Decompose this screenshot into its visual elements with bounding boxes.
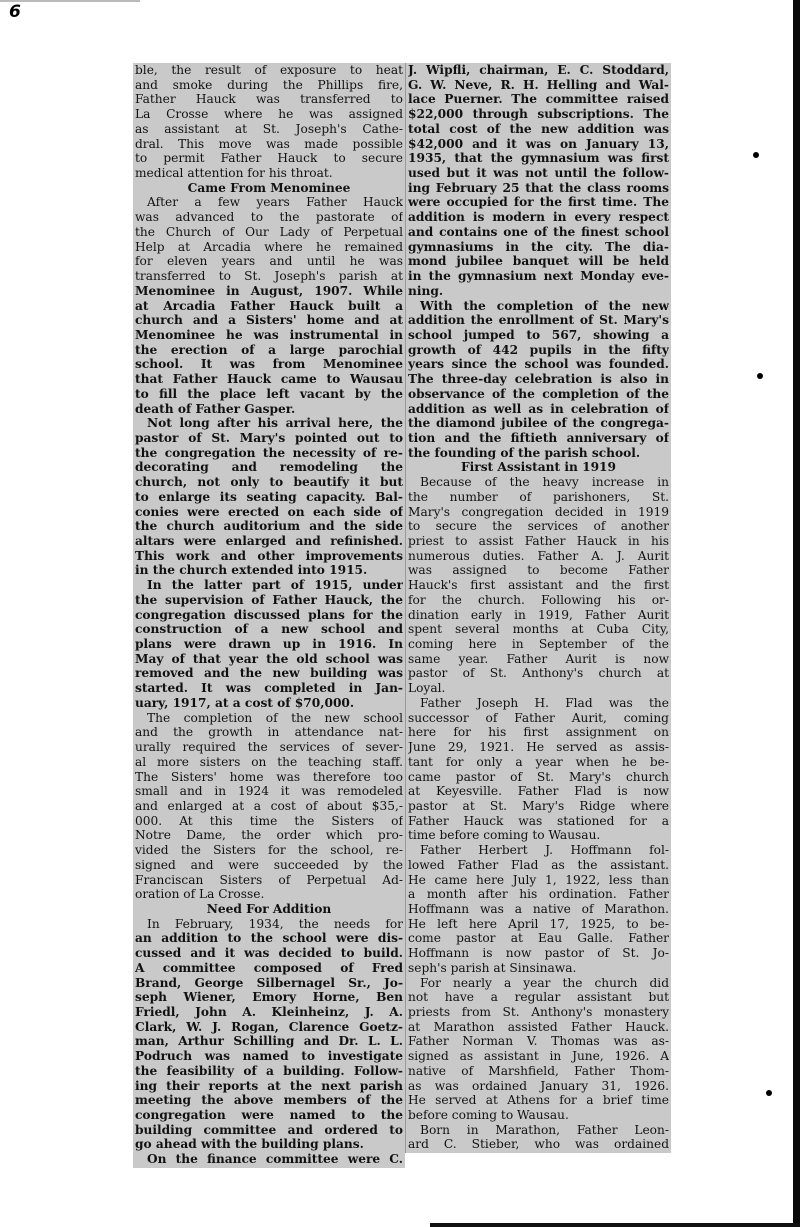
text-line: and the growth in attendance nat- xyxy=(135,725,403,740)
text-line: This work and other improvements xyxy=(135,548,403,563)
text-line: Menominee in August, 1907. While xyxy=(135,283,403,298)
text-line: Father Herbert J. Hoffmann fol- xyxy=(420,843,669,858)
text-line: the church auditorium and the side xyxy=(135,519,403,534)
text-line: in the gymnasium next Monday eve- xyxy=(408,269,669,284)
text-line: lace Puerner. The committee raised xyxy=(408,92,669,107)
text-line: uary, 1917, at a cost of $70,000. xyxy=(135,695,355,710)
text-line: G. W. Neve, R. H. Helling and Wal- xyxy=(408,77,669,92)
text-line: total cost of the new addition was xyxy=(408,121,669,136)
text-line: In February, 1934, the needs for xyxy=(147,916,403,931)
text-line: here for his first assignment on xyxy=(408,725,669,740)
text-line: as was ordained January 31, 1926. xyxy=(408,1078,669,1093)
text-line: a month after his ordination. Father xyxy=(408,887,669,902)
text-line: at Arcadia Father Hauck built a xyxy=(135,298,403,313)
text-line: man, Arthur Schilling and Dr. L. L. xyxy=(135,1034,403,1049)
text-line: to secure the services of another xyxy=(408,519,669,534)
text-line: seph Wiener, Emory Horne, Ben xyxy=(135,990,403,1005)
text-line: numerous duties. Father A. J. Aurit xyxy=(408,548,669,563)
text-line: The Sisters' home was therefore too xyxy=(135,769,403,784)
text-line: Clark, W. J. Rogan, Clarence Goetz- xyxy=(135,1019,403,1034)
section-heading: Came From Menominee xyxy=(187,180,351,195)
text-line: observance of the completion of the xyxy=(408,386,669,401)
text-line: Notre Dame, the order which pro- xyxy=(135,828,403,843)
text-line: and contains one of the finest school xyxy=(408,224,669,239)
text-line: at Keyesville. Father Flad is now xyxy=(408,784,669,799)
text-line: to fill the place left vacant by the xyxy=(135,386,403,401)
text-line: Hauck's first assistant and the first xyxy=(408,578,669,593)
text-line: building committee and ordered to xyxy=(135,1122,403,1137)
text-line: the founding of the parish school. xyxy=(408,445,641,460)
text-line: used but it was not until the follow- xyxy=(408,166,669,181)
text-line: priest to assist Father Hauck in his xyxy=(408,534,669,548)
text-line: in the church extended into 1915. xyxy=(135,563,368,578)
text-line: addition is modern in every respect xyxy=(408,210,669,225)
text-line: death of Father Gasper. xyxy=(135,401,296,416)
text-line: conies were erected on each side of xyxy=(135,504,403,519)
text-line: addition as well as in celebration of xyxy=(408,401,669,416)
text-line: spent several months at Cuba City, xyxy=(408,622,669,637)
text-line: 1935, that the gymnasium was first xyxy=(408,151,669,166)
text-line: plans were drawn up in 1916. In xyxy=(135,637,403,652)
text-line: coming here in September of the xyxy=(408,637,669,652)
text-line: construction of a new school and xyxy=(135,622,403,637)
text-line: the feasibility of a building. Follow- xyxy=(135,1063,403,1078)
text-line: ble, the result of exposure to heat xyxy=(135,63,403,77)
text-line: gymnasiums in the city. The dia- xyxy=(408,239,669,254)
text-line: as assistant at St. Joseph's Cathe- xyxy=(135,121,403,136)
text-line: removed and the new building was xyxy=(135,666,403,681)
text-line: church and a Sisters' home and at xyxy=(135,313,403,328)
article-column-2 xyxy=(405,63,671,1153)
text-line: Loyal. xyxy=(408,681,446,696)
text-line: Because of the heavy increase in xyxy=(420,475,669,490)
section-heading: Need For Addition xyxy=(206,901,332,916)
text-line: oration of La Crosse. xyxy=(135,887,265,902)
text-line: came pastor of St. Mary's church xyxy=(408,769,669,784)
text-line: Friedl, John A. Kleinheinz, J. A. xyxy=(135,1005,403,1019)
text-line: vided the Sisters for the school, re- xyxy=(135,843,403,858)
text-line: J. Wipfli, chairman, E. C. Stoddard, xyxy=(408,63,669,77)
text-line: church, not only to beautify it but xyxy=(135,475,403,490)
text-line: to enlarge its seating capacity. Bal- xyxy=(135,489,403,504)
text-line: started. It was completed in Jan- xyxy=(135,681,403,696)
text-line: After a few years Father Hauck xyxy=(147,195,403,210)
text-line: school. It was from Menominee xyxy=(135,357,403,372)
text-line: meeting the above members of the xyxy=(135,1093,403,1108)
text-line: dination early in 1919, Father Aurit xyxy=(408,607,669,622)
text-line: altars were enlarged and refinished. xyxy=(135,534,403,548)
text-line: signed and were succeeded by the xyxy=(135,857,403,872)
text-line: successor of Father Aurit, coming xyxy=(408,710,669,725)
text-line: Not long after his arrival here, the xyxy=(147,416,403,431)
text-line: ning. xyxy=(408,283,444,298)
text-line: al more sisters on the teaching staff. xyxy=(135,754,403,769)
text-line: ing February 25 that the class rooms xyxy=(408,180,669,195)
scan-speck xyxy=(753,152,759,158)
text-line: Born in Marathon, Father Leon- xyxy=(420,1122,669,1137)
text-line: urally required the services of sever- xyxy=(135,740,403,755)
text-line: The three-day celebration is also in xyxy=(408,372,669,387)
text-line: the number of parishoners, St. xyxy=(408,489,669,504)
text-line: go ahead with the building plans. xyxy=(135,1137,364,1152)
text-line: to permit Father Hauck to secure xyxy=(135,151,403,166)
text-line: the congregation the necessity of re- xyxy=(135,445,403,460)
text-line: cussed and it was decided to build. xyxy=(135,946,403,961)
text-line: La Crosse where he was assigned xyxy=(135,107,403,122)
text-line: dral. This move was made possible xyxy=(135,136,403,151)
text-line: was assigned to become Father xyxy=(408,563,669,578)
text-line: lowed Father Flad as the assistant. xyxy=(408,857,669,872)
text-line: before coming to Wausau. xyxy=(408,1108,569,1123)
text-line: Father Joseph H. Flad was the xyxy=(420,695,669,710)
text-line: On the finance committee were C. xyxy=(147,1152,403,1167)
text-line: He came here July 1, 1922, less than xyxy=(408,872,669,887)
scan-speck xyxy=(766,1090,772,1096)
text-line: $22,000 through subscriptions. The xyxy=(408,107,669,122)
scan-bottom-edge xyxy=(430,1223,800,1227)
text-line: Brand, George Silbernagel Sr., Jo- xyxy=(135,975,403,990)
text-line: Franciscan Sisters of Perpetual Ad- xyxy=(135,872,403,887)
text-line: He left here April 17, 1925, to be- xyxy=(408,916,669,931)
text-line: Help at Arcadia where he remained xyxy=(135,239,403,254)
text-line: For nearly a year the church did xyxy=(420,975,669,990)
scan-top-rule xyxy=(0,0,140,2)
scan-right-edge xyxy=(793,0,800,1227)
text-line: native of Marshfield, Father Thom- xyxy=(408,1063,669,1078)
text-line: Menominee he was instrumental in xyxy=(135,327,403,342)
text-line: May of that year the old school was xyxy=(135,651,403,666)
text-line: Mary's congregation decided in 1919 xyxy=(408,504,669,519)
text-line: the diamond jubilee of the congrega- xyxy=(408,416,669,431)
text-line: Father Hauck was stationed for a xyxy=(408,813,669,828)
text-line: small and in 1924 it was remodeled xyxy=(135,784,403,799)
text-line: transferred to St. Joseph's parish at xyxy=(135,269,403,284)
text-line: was advanced to the pastorate of xyxy=(135,210,403,225)
text-line: In the latter part of 1915, under xyxy=(147,578,403,593)
text-line: pastor of St. Mary's pointed out to xyxy=(135,430,403,445)
text-line: the supervision of Father Hauck, the xyxy=(135,592,403,607)
text-line: that Father Hauck came to Wausau xyxy=(135,372,403,387)
text-line: seph's parish at Sinsinawa. xyxy=(408,960,577,975)
text-line: signed as assistant in June, 1926. A xyxy=(408,1049,669,1064)
text-line: come pastor at Eau Galle. Father xyxy=(408,931,669,946)
text-line: priests from St. Anthony's monastery xyxy=(408,1005,669,1019)
text-line: With the completion of the new xyxy=(420,298,669,313)
text-line: He served at Athens for a brief time xyxy=(408,1093,669,1108)
text-line: time before coming to Wausau. xyxy=(408,828,601,843)
text-line: tion and the fiftieth anniversary of xyxy=(408,430,669,445)
text-line: school jumped to 567, showing a xyxy=(408,327,669,342)
text-line: June 29, 1921. He served as assis- xyxy=(408,740,669,755)
text-line: tant for only a year when he be- xyxy=(408,754,669,769)
text-line: were occupied for the first time. The xyxy=(408,195,669,210)
text-line: A committee composed of Fred xyxy=(135,960,403,975)
text-line: congregation discussed plans for the xyxy=(135,607,403,622)
text-line: ard C. Stieber, who was ordained xyxy=(408,1137,669,1152)
text-line: pastor at St. Mary's Ridge where xyxy=(408,798,669,813)
text-line: 000. At this time the Sisters of xyxy=(135,813,403,828)
text-line: for the church. Following his or- xyxy=(408,592,669,607)
text-line: Podruch was named to investigate xyxy=(135,1049,403,1064)
text-line: congregation were named to the xyxy=(135,1108,403,1123)
text-line: $42,000 and it was on January 13, xyxy=(408,136,669,151)
text-line: Father Hauck was transferred to xyxy=(135,92,403,107)
text-line: not have a regular assistant but xyxy=(408,990,669,1005)
text-line: The completion of the new school xyxy=(147,710,403,725)
text-line: decorating and remodeling the xyxy=(135,460,403,475)
text-line: for eleven years and until he was xyxy=(135,254,403,269)
text-line: at Marathon assisted Father Hauck. xyxy=(408,1019,669,1034)
text-line: ing their reports at the next parish xyxy=(135,1078,403,1093)
text-line: growth of 442 pupils in the fifty xyxy=(408,342,669,357)
text-line: addition the enrollment of St. Mary's xyxy=(408,313,669,328)
text-line: and enlarged at a cost of about $35,- xyxy=(135,798,403,813)
text-line: and smoke during the Phillips fire, xyxy=(135,77,403,92)
text-line: years since the school was founded. xyxy=(408,357,669,372)
text-line: mond jubilee banquet will be held xyxy=(408,254,669,269)
text-line: the Church of Our Lady of Perpetual xyxy=(135,224,403,239)
scan-speck xyxy=(757,373,763,379)
text-line: Hoffmann is now pastor of St. Jo- xyxy=(408,946,669,961)
page-number-mark: 6 xyxy=(9,2,21,22)
text-line: pastor of St. Anthony's church at xyxy=(408,666,669,681)
text-line: the erection of a large parochial xyxy=(135,342,403,357)
text-line: Father Norman V. Thomas was as- xyxy=(408,1034,669,1049)
article-column-1 xyxy=(133,63,405,1168)
text-line: an addition to the school were dis- xyxy=(135,931,403,946)
text-line: same year. Father Aurit is now xyxy=(408,651,669,666)
text-line: Hoffmann was a native of Marathon. xyxy=(408,901,669,916)
text-line: medical attention for his throat. xyxy=(135,166,333,181)
section-heading: First Assistant in 1919 xyxy=(460,460,617,475)
